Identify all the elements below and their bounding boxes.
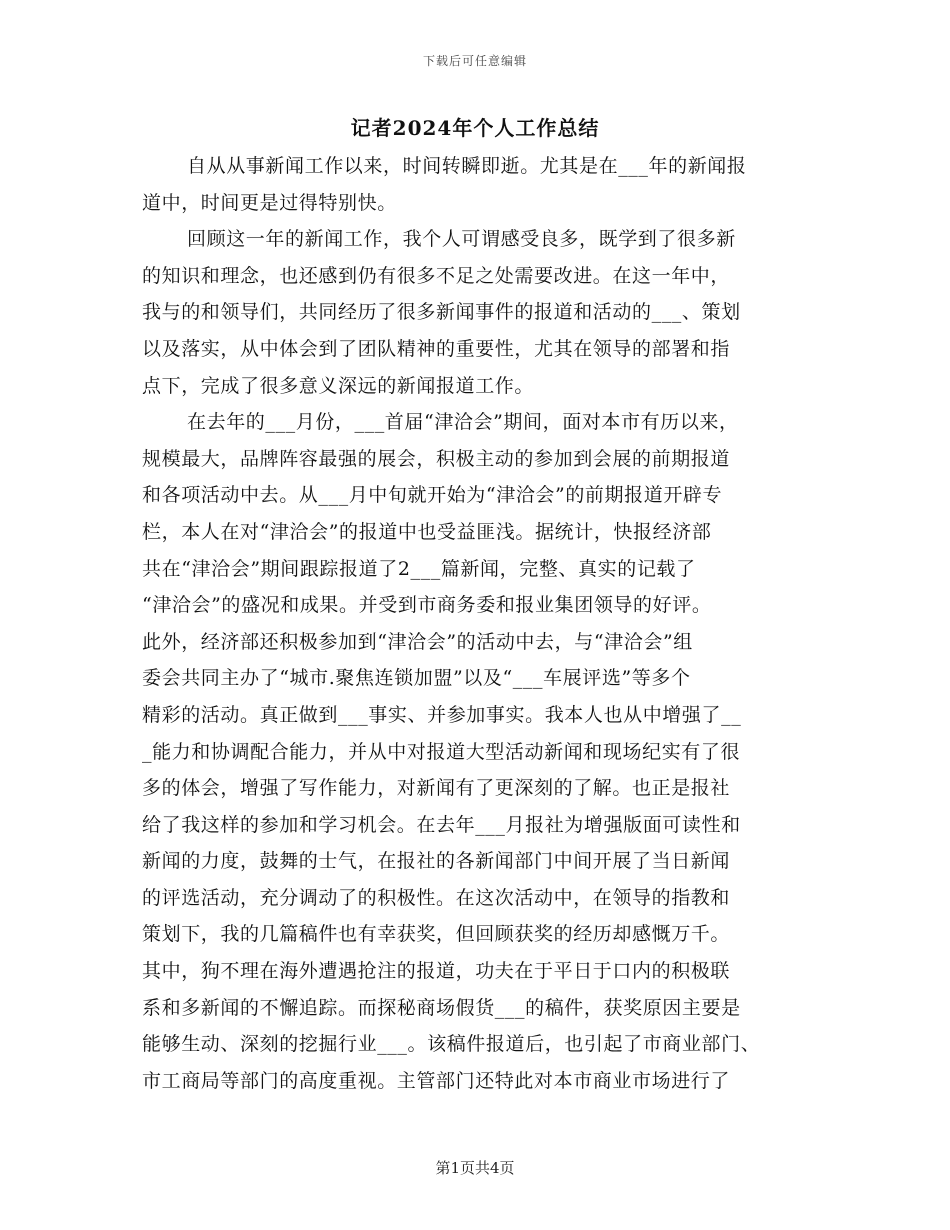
text-line: 多的体会，增强了写作能力，对新闻有了更深刻的了解。也正是报社 [142,777,731,800]
text-line: 的知识和理念，也还感到仍有很多不足之处需要改进。在这一年中， [142,264,731,287]
text-line: 栏，本人在对“津洽会”的报道中也受益匪浅。据统计，快报经济部 [142,520,712,543]
text-line: _能力和协调配合能力，并从中对报道大型活动新闻和现场纪实有了很 [142,740,741,763]
text-line: 和各项活动中去。从___月中旬就开始为“津洽会”的前期报道开辟专 [142,484,723,507]
text-line: 自从从事新闻工作以来，时间转瞬即逝。尤其是在___年的新闻报 [187,155,747,177]
header-note: 下载后可任意编辑 [422,54,527,68]
text-line: 在去年的___月份，___首届“津洽会”期间，面对本市有历以来， [187,411,739,434]
text-line: 以及落实，从中体会到了团队精神的重要性，尤其在领导的部署和指 [142,337,731,360]
text-line: 此外，经济部还积极参加到“津洽会”的活动中去，与“津洽会”组 [142,630,693,653]
text-line: 回顾这一年的新闻工作，我个人可谓感受良多，既学到了很多新 [187,228,736,251]
document-title: 记者2024年个人工作总结 [350,116,600,140]
text-line: 能够生动、深刻的挖掘行业___。该稿件报道后，也引起了市商业部门、 [142,1033,761,1056]
text-line: 策划下，我的几篇稿件也有幸获奖，但回顾获奖的经历却感慨万千。 [142,923,731,946]
text-line: 我与的和领导们，共同经历了很多新闻事件的报道和活动的___、策划 [142,301,741,324]
text-line: 精彩的活动。真正做到___事实、并参加事实。我本人也从中增强了__ [142,703,742,726]
text-line: 其中，狗不理在海外遭遇抢注的报道，功夫在于平日于口内的积极联 [142,960,731,983]
document-body [142,148,810,1099]
text-line: 的评选活动，充分调动了的积极性。在这次活动中，在领导的指教和 [142,886,731,909]
text-line: 新闻的力度，鼓舞的士气，在报社的各新闻部门中间开展了当日新闻 [142,850,731,873]
page-footer: 第1页共4页 [435,1159,515,1177]
text-line: 给了我这样的参加和学习机会。在去年___月报社为增强版面可读性和 [142,813,741,836]
text-line: 道中，时间更是过得特别快。 [142,191,397,214]
text-line: 点下，完成了很多意义深远的新闻报道工作。 [142,374,535,397]
text-line: 委会共同主办了“城市.聚焦连锁加盟”以及“___车展评选”等多个 [142,667,691,690]
text-line: “津洽会”的盛况和成果。并受到市商务委和报业集团领导的好评。 [142,594,712,617]
text-line: 系和多新闻的不懈追踪。而探秘商场假货___的稿件，获奖原因主要是 [142,996,741,1019]
text-line: 市工商局等部门的高度重视。主管部门还特此对本市商业市场进行了 [142,1069,731,1092]
text-line: 规模最大，品牌阵容最强的展会，积极主动的参加到会展的前期报道 [142,447,731,470]
text-line: 共在“津洽会”期间跟踪报道了2___篇新闻，完整、真实的记载了 [142,557,696,580]
